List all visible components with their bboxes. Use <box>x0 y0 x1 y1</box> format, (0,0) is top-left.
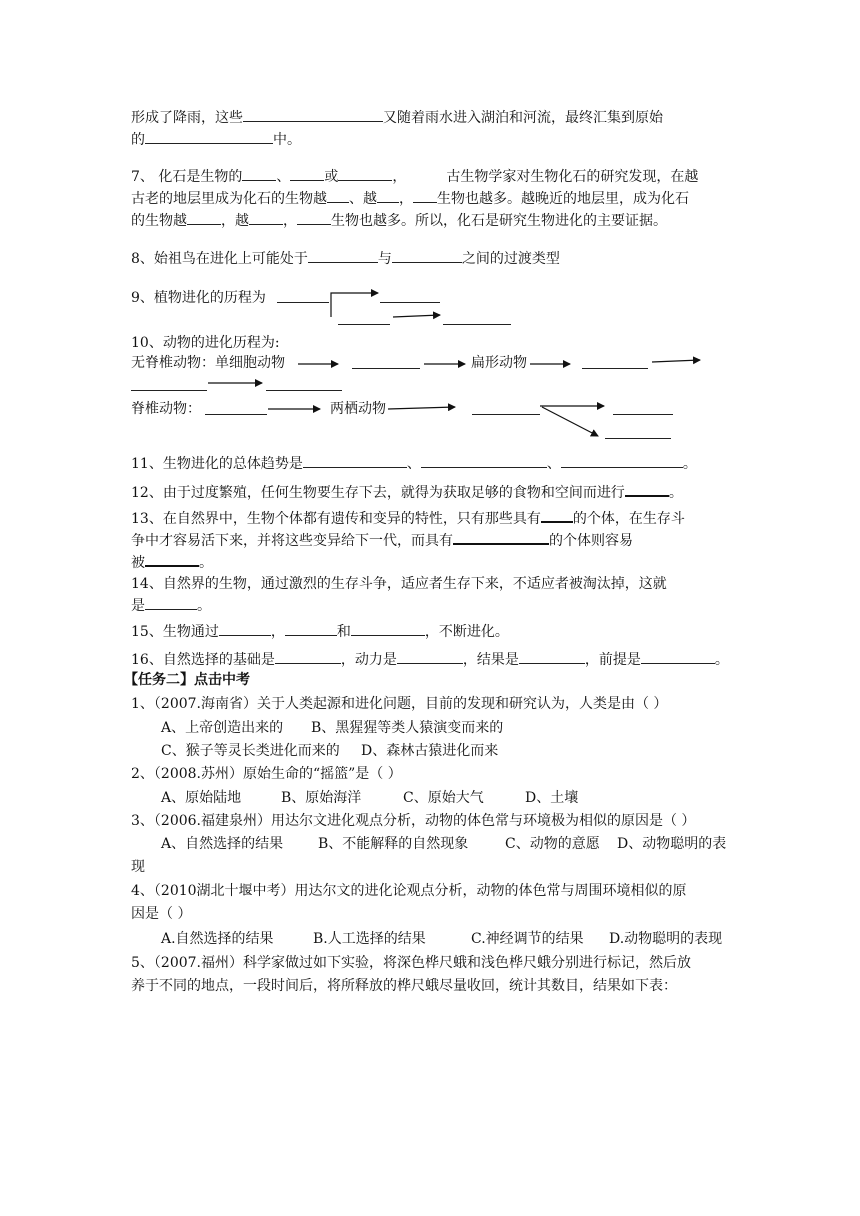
q6-text: 又随着雨水进入湖泊和河流，最终汇集到原始 <box>383 110 663 126</box>
q7-text: 生物也越多。越晚近的地层里，成为化石 <box>437 191 689 207</box>
q9-text: 9、植物进化的历程为 <box>131 290 266 306</box>
q13-line-3 <box>131 552 213 572</box>
answer-blank[interactable] <box>145 596 197 610</box>
q6-text: 的 <box>131 132 145 148</box>
q12-text: 12、由于过度繁殖，任何生物要生存下去，就得为获取足够的食物和空间而进行 <box>131 485 625 501</box>
answer-blank[interactable] <box>351 622 425 636</box>
q12-text: 。 <box>668 485 683 501</box>
q13-text: 被 <box>131 555 145 571</box>
q13-line-2 <box>131 530 633 550</box>
q10-flatworm: 扁形动物 <box>471 355 527 371</box>
q7-text: ， <box>399 191 413 207</box>
mc5-line-1: 5、（2007.福州）科学家做过如下实验，将深色桦尺蛾和浅色桦尺蛾分别进行标记，然后放 <box>131 955 691 971</box>
q13-text: 的个体，在生存斗 <box>572 511 685 527</box>
answer-blank[interactable] <box>541 508 573 523</box>
answer-blank[interactable] <box>561 454 683 468</box>
q7-text: 古老的地层里成为化石的生物越 <box>131 191 327 207</box>
answer-blank[interactable] <box>290 167 324 181</box>
q16-text: ，动力是 <box>340 652 397 668</box>
answer-blank[interactable] <box>413 189 437 203</box>
q11-text: 11、生物进化的总体趋势是 <box>131 456 303 472</box>
q7-text: ， <box>392 169 407 185</box>
mc3-option-d[interactable]: D、动物聪明的表 <box>617 836 727 852</box>
q7-line-3 <box>131 211 667 231</box>
q13-line-1 <box>131 508 685 528</box>
q10-invertebrate-label: 无脊椎动物：单细胞动物 <box>131 355 285 371</box>
q7-text: ，越 <box>221 213 249 229</box>
q7-text: 或 <box>324 169 339 185</box>
q16-text: ，前提是 <box>584 652 641 668</box>
mc1-question: 1、（2007.海南省）关于人类起源和进化问题，目前的发现和研究认为，人类是由（ ） <box>131 696 668 712</box>
mc4-question-2: 因是（ ） <box>131 906 192 922</box>
mc2-option-a[interactable]: A、原始陆地 <box>161 790 242 806</box>
q10-blank-vert-3[interactable] <box>613 401 673 415</box>
q6-line-2 <box>131 130 301 150</box>
q6-text: 形成了降雨，这些 <box>131 110 243 126</box>
q8-text: 与 <box>377 251 392 267</box>
mc2-option-c[interactable]: C、原始大气 <box>403 790 484 806</box>
answer-blank[interactable] <box>243 108 383 122</box>
answer-blank[interactable] <box>397 650 463 664</box>
q7-text: 、 <box>276 169 291 185</box>
q8-text: 8、始祖鸟在进化上可能处于 <box>131 251 308 267</box>
answer-blank[interactable] <box>377 189 399 203</box>
q7-line-1 <box>131 167 698 187</box>
answer-blank[interactable] <box>145 552 199 567</box>
q16-line <box>131 650 729 670</box>
q10-blank-inv-1[interactable] <box>352 355 420 369</box>
mc3-option-b[interactable]: B、不能解释的自然现象 <box>318 836 469 852</box>
q10-amphibian: 两栖动物 <box>330 401 386 417</box>
answer-blank[interactable] <box>453 530 549 545</box>
q12-line <box>131 482 683 502</box>
q16-text: ，结果是 <box>462 652 519 668</box>
q15-text: 和 <box>336 624 351 640</box>
q11-text: 。 <box>682 456 697 472</box>
q13-text: 争中才容易活下来，并将这些变异给下一代，而具有 <box>131 533 453 549</box>
q10-title: 10、动物的进化历程为: <box>131 335 280 351</box>
q7-line-2 <box>131 189 689 209</box>
mc3-option-a[interactable]: A、自然选择的结果 <box>161 836 284 852</box>
q8-line <box>131 249 560 269</box>
q13-text: 13、在自然界中，生物个体都有遗传和变异的特性，只有那些具有 <box>131 511 541 527</box>
answer-blank[interactable] <box>421 454 547 468</box>
mc4-option-d[interactable]: D.动物聪明的表现 <box>609 931 723 947</box>
q7-text: 、越 <box>349 191 377 207</box>
mc1-option-c[interactable]: C、猴子等灵长类进化而来的 <box>161 743 340 759</box>
mc1-option-a[interactable]: A、上帝创造出来的 <box>161 720 284 736</box>
q9-blank-2[interactable] <box>380 289 440 303</box>
mc4-question-1: 4、（2010湖北十堰中考）用达尔文的进化论观点分析，动物的体色常与周围环境相似的原 <box>131 883 687 899</box>
answer-blank[interactable] <box>519 650 585 664</box>
mc4-option-b[interactable]: B.人工选择的结果 <box>313 931 426 947</box>
q13-text: 的个体则容易 <box>549 533 633 549</box>
q11-text: 、 <box>406 456 421 472</box>
q9-blank-3[interactable] <box>338 311 390 325</box>
answer-blank[interactable] <box>327 189 349 203</box>
mc1-option-d[interactable]: D、森林古猿进化而来 <box>361 743 499 759</box>
q13-text: 。 <box>199 555 213 571</box>
answer-blank[interactable] <box>145 130 273 144</box>
answer-blank[interactable] <box>625 482 669 497</box>
mc2-option-b[interactable]: B、原始海洋 <box>281 790 362 806</box>
q9-blank-4[interactable] <box>443 311 511 325</box>
q6-line-1 <box>131 108 663 128</box>
mc1-option-b[interactable]: B、黑猩猩等类人猿演变而来的 <box>311 720 504 736</box>
mc3-question: 3、（2006.福建泉州）用达尔文进化观点分析，动物的体色常与环境极为相似的原因是（ ） <box>131 813 696 829</box>
answer-blank[interactable] <box>392 249 462 263</box>
mc3-option-d-cont: 现 <box>131 859 145 875</box>
mc2-option-d[interactable]: D、土壤 <box>525 790 579 806</box>
q7-text: 古生物学家对生物化石的研究发现，在越 <box>446 169 699 185</box>
q10-blank-vert-1[interactable] <box>205 401 267 415</box>
mc3-option-c[interactable]: C、动物的意愿 <box>505 836 600 852</box>
answer-blank[interactable] <box>338 167 392 181</box>
answer-blank[interactable] <box>275 650 341 664</box>
answer-blank[interactable] <box>285 622 337 636</box>
q14-line-2 <box>131 596 211 616</box>
q10-blank-vert-2[interactable] <box>472 401 540 415</box>
q7-text: 的生物越 <box>131 213 187 229</box>
mc5-line-2: 养于不同的地点，一段时间后，将所释放的桦尺蛾尽量收回，统计其数目，结果如下表： <box>131 978 677 994</box>
q15-text: 15、生物通过 <box>131 624 219 640</box>
answer-blank[interactable] <box>219 622 271 636</box>
mc2-question: 2、（2008.苏州）原始生命的“摇篮”是（ ） <box>131 766 402 782</box>
q14-text: 。 <box>197 598 211 614</box>
q14-text: 是 <box>131 598 145 614</box>
mc4-option-a[interactable]: A.自然选择的结果 <box>161 931 274 947</box>
answer-blank[interactable] <box>187 211 221 225</box>
mc4-option-c[interactable]: C.神经调节的结果 <box>471 931 584 947</box>
q15-text: ，不断进化。 <box>424 624 509 640</box>
q11-text: 、 <box>546 456 561 472</box>
q10-vertebrate-label: 脊椎动物： <box>131 401 201 417</box>
q10-blank-inv-4[interactable] <box>266 377 342 391</box>
answer-blank[interactable] <box>249 211 283 225</box>
answer-blank[interactable] <box>641 650 715 664</box>
answer-blank[interactable] <box>308 249 378 263</box>
q7-text: 7、 化石是生物的 <box>131 169 243 185</box>
q10-blank-vert-4[interactable] <box>605 425 671 439</box>
answer-blank[interactable] <box>297 211 331 225</box>
q14-line-1: 14、自然界的生物，通过激烈的生存斗争，适应者生存下来，不适应者被淘汰掉，这就 <box>131 576 667 592</box>
q7-text: 生物也越多。所以，化石是研究生物进化的主要证据。 <box>331 213 667 229</box>
q8-text: 之间的过渡类型 <box>461 251 560 267</box>
q15-text: ， <box>270 624 285 640</box>
q11-line <box>131 454 697 474</box>
q10-blank-inv-2[interactable] <box>582 355 648 369</box>
q16-text: 。 <box>714 652 729 668</box>
q6-text: 中。 <box>273 132 301 148</box>
q9-line <box>131 288 266 308</box>
q9-blank-1[interactable] <box>277 289 329 303</box>
answer-blank[interactable] <box>303 454 407 468</box>
q10-blank-inv-3[interactable] <box>131 377 207 391</box>
answer-blank[interactable] <box>242 167 276 181</box>
q15-line <box>131 622 509 642</box>
q7-text: ， <box>283 213 297 229</box>
q16-text: 16、自然选择的基础是 <box>131 652 275 668</box>
task2-heading: 【任务二】点击中考 <box>124 672 250 688</box>
